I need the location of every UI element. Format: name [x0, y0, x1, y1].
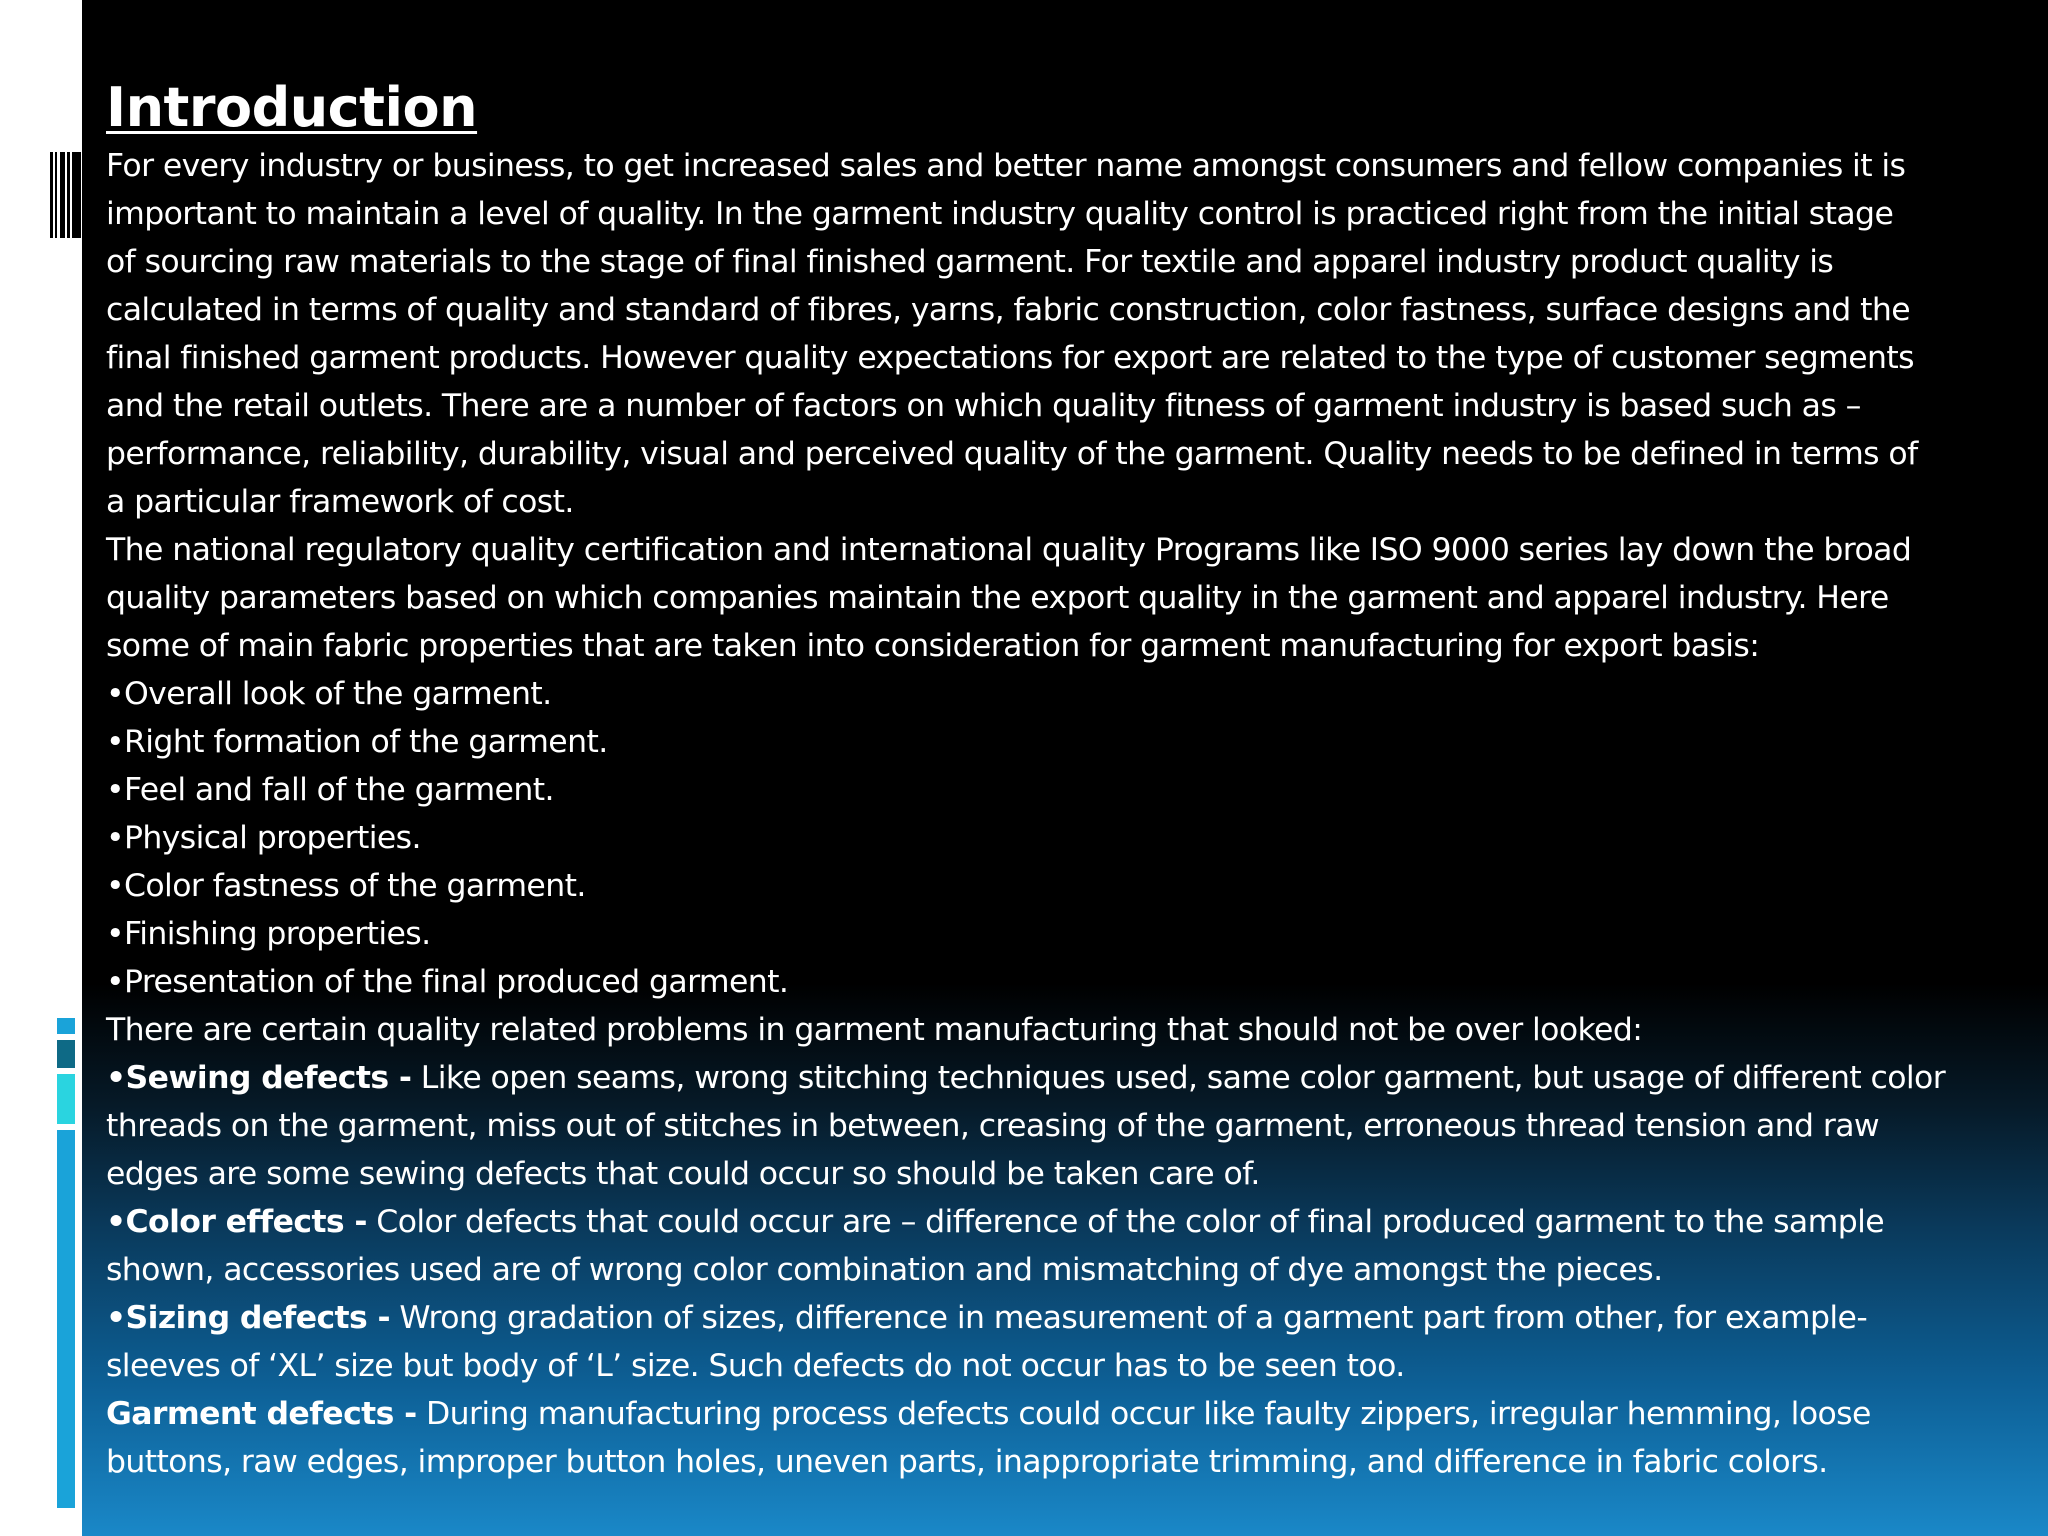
defect-label: •Sewing defects -: [106, 1060, 412, 1096]
accent-bar-dark-teal: [57, 1040, 75, 1068]
bullet-item: •Physical properties.: [106, 820, 421, 856]
defect-text: During manufacturing process defects could occur like faulty zippers, irregular hemming, loose: [416, 1396, 1871, 1432]
defect-item-sewing: [106, 1054, 2026, 1102]
paragraph-line: and the retail outlets. There are a number of factors on which quality fitness of garment industry is based such as –: [106, 388, 1861, 424]
paragraph-line: threads on the garment, miss out of stitches in between, creasing of the garment, erroneous thread tension and raw: [106, 1108, 1880, 1144]
defect-label: Garment defects -: [106, 1396, 417, 1432]
bullet-item: •Presentation of the final produced garment.: [106, 964, 789, 1000]
paragraph-line: performance, reliability, durability, visual and perceived quality of the garment. Quality needs to be defined in terms of: [106, 436, 1918, 472]
defect-text: Wrong gradation of sizes, difference in measurement of a garment part from other, for example-: [390, 1300, 1868, 1336]
paragraph-line: For every industry or business, to get increased sales and better name amongst consumers and fellow companies it is: [106, 148, 1906, 184]
accent-bar-blue-long: [57, 1130, 75, 1508]
paragraph-line: final finished garment products. However quality expectations for export are related to the type of customer segments: [106, 340, 1914, 376]
accent-bar-cyan: [57, 1074, 75, 1124]
defect-text: Color defects that could occur are – difference of the color of final produced garment to the sample: [366, 1204, 1885, 1240]
paragraph-line: buttons, raw edges, improper button holes, uneven parts, inappropriate trimming, and difference in fabric colors.: [106, 1444, 1828, 1480]
paragraph-line: shown, accessories used are of wrong color combination and mismatching of dye amongst the pieces.: [106, 1252, 1663, 1288]
defect-item-garment: [106, 1390, 2026, 1438]
paragraph-line: sleeves of ‘XL’ size but body of ‘L’ size. Such defects do not occur has to be seen too.: [106, 1348, 1405, 1384]
paragraph-line: a particular framework of cost.: [106, 484, 574, 520]
paragraph-line: quality parameters based on which companies maintain the export quality in the garment and apparel industry. Here: [106, 580, 1889, 616]
bullet-item: •Right formation of the garment.: [106, 724, 608, 760]
accent-bar-blue-top: [57, 1018, 75, 1034]
paragraph-line: There are certain quality related problems in garment manufacturing that should not be over looked:: [106, 1012, 1643, 1048]
slide-body: [106, 72, 2026, 1486]
defect-label: •Color effects -: [106, 1204, 367, 1240]
paragraph-line: calculated in terms of quality and standard of fibres, yarns, fabric construction, color fastness, surface designs and the: [106, 292, 1910, 328]
bullet-item: •Overall look of the garment.: [106, 676, 552, 712]
defect-text: Like open seams, wrong stitching techniques used, same color garment, but usage of different color: [411, 1060, 1946, 1096]
bullet-item: •Color fastness of the garment.: [106, 868, 586, 904]
paragraph-line: of sourcing raw materials to the stage of final finished garment. For textile and apparel industry product quality is: [106, 244, 1834, 280]
bullet-item: •Feel and fall of the garment.: [106, 772, 554, 808]
paragraph-line: The national regulatory quality certification and international quality Programs like ISO 9000 series lay down the broad: [106, 532, 1912, 568]
paragraph-line: some of main fabric properties that are taken into consideration for garment manufacturing for export basis:: [106, 628, 1760, 664]
left-decorative-strip: [0, 0, 82, 1536]
defect-item-sizing: [106, 1294, 2026, 1342]
barcode-decoration: [50, 152, 81, 238]
paragraph-line: edges are some sewing defects that could occur so should be taken care of.: [106, 1156, 1260, 1192]
defect-label: •Sizing defects -: [106, 1300, 390, 1336]
defect-item-color: [106, 1198, 2026, 1246]
slide-title: Introduction: [106, 76, 478, 139]
bullet-item: •Finishing properties.: [106, 916, 431, 952]
paragraph-line: important to maintain a level of quality. In the garment industry quality control is practiced right from the initial stage: [106, 196, 1894, 232]
